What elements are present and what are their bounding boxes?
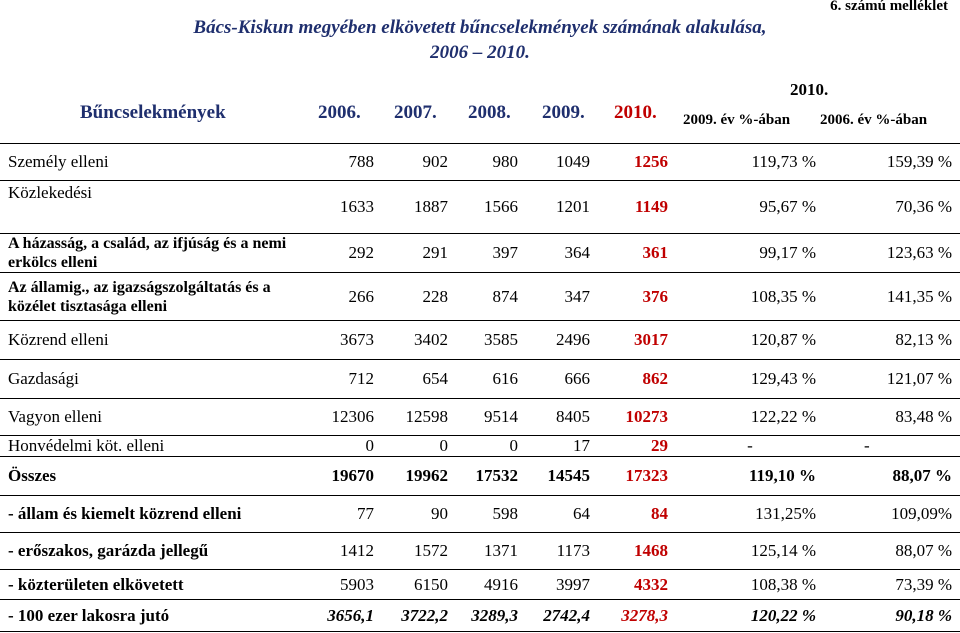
header-group-2010: 2010. [790, 80, 829, 99]
pct-2009: - [676, 436, 824, 457]
table-row [0, 144, 960, 181]
value-2009: 666 [526, 360, 598, 399]
value-2008: 598 [456, 496, 526, 533]
pct-2006: 88,07 % [824, 457, 960, 496]
value-2006: 0 [312, 436, 382, 457]
pct-2009: 129,43 % [676, 360, 824, 399]
value-2008: 616 [456, 360, 526, 399]
pct-2009: 108,38 % [676, 570, 824, 600]
pct-2006: 159,39 % [824, 144, 960, 181]
table-row [0, 321, 960, 360]
row-label: Az államig., az igazságszolgáltatás és a közélet tisztasága elleni [0, 273, 312, 321]
value-2010: 1149 [598, 181, 676, 234]
value-2010: 1468 [598, 533, 676, 570]
crime-table [0, 143, 960, 632]
pct-2006: 70,36 % [824, 181, 960, 234]
table-row [0, 360, 960, 399]
value-2008: 980 [456, 144, 526, 181]
value-2009: 1049 [526, 144, 598, 181]
value-2006: 3656,1 [312, 600, 382, 632]
value-2006: 12306 [312, 399, 382, 436]
value-2007: 1887 [382, 181, 456, 234]
pct-2006: 82,13 % [824, 321, 960, 360]
value-2010: 3278,3 [598, 600, 676, 632]
header-pct-2009: 2009. év %-ában [683, 112, 791, 128]
value-2007: 6150 [382, 570, 456, 600]
value-2006: 3673 [312, 321, 382, 360]
pct-2009: 122,22 % [676, 399, 824, 436]
row-label: - állam és kiemelt közrend elleni [0, 496, 312, 533]
value-2010: 29 [598, 436, 676, 457]
pct-2006: 73,39 % [824, 570, 960, 600]
value-2007: 12598 [382, 399, 456, 436]
value-2007: 1572 [382, 533, 456, 570]
value-2006: 712 [312, 360, 382, 399]
value-2006: 5903 [312, 570, 382, 600]
pct-2009: 119,10 % [676, 457, 824, 496]
value-2007: 90 [382, 496, 456, 533]
value-2009: 2742,4 [526, 600, 598, 632]
page-title-years: 2006 – 2010. [430, 42, 530, 63]
row-label: Közlekedési [0, 181, 312, 234]
value-2006: 77 [312, 496, 382, 533]
value-2008: 874 [456, 273, 526, 321]
value-2006: 292 [312, 234, 382, 273]
row-label: Gazdasági [0, 360, 312, 399]
table-row [0, 436, 960, 457]
table-row [0, 457, 960, 496]
value-2010: 10273 [598, 399, 676, 436]
value-2007: 228 [382, 273, 456, 321]
value-2010: 3017 [598, 321, 676, 360]
pct-2009: 131,25% [676, 496, 824, 533]
table-row [0, 234, 960, 273]
pct-2009: 99,17 % [676, 234, 824, 273]
pct-2009: 120,22 % [676, 600, 824, 632]
value-2009: 14545 [526, 457, 598, 496]
value-2010: 4332 [598, 570, 676, 600]
value-2010: 84 [598, 496, 676, 533]
pct-2009: 95,67 % [676, 181, 824, 234]
value-2009: 1173 [526, 533, 598, 570]
value-2009: 1201 [526, 181, 598, 234]
table-row [0, 600, 960, 632]
table-row [0, 496, 960, 533]
row-label: - közterületen elkövetett [0, 570, 312, 600]
value-2007: 19962 [382, 457, 456, 496]
value-2006: 266 [312, 273, 382, 321]
pct-2006: 121,07 % [824, 360, 960, 399]
value-2006: 788 [312, 144, 382, 181]
row-label: - erőszakos, garázda jellegű [0, 533, 312, 570]
header-year-2008: 2008. [468, 102, 511, 123]
value-2010: 862 [598, 360, 676, 399]
pct-2006: 141,35 % [824, 273, 960, 321]
row-label: A házasság, a család, az ifjúság és a nemi erkölcs elleni [0, 234, 312, 273]
value-2010: 361 [598, 234, 676, 273]
pct-2006: 109,09% [824, 496, 960, 533]
table-row [0, 399, 960, 436]
table-row [0, 533, 960, 570]
row-label: Honvédelmi köt. elleni [0, 436, 312, 457]
value-2009: 3997 [526, 570, 598, 600]
header-pct-2006: 2006. év %-ában [820, 112, 928, 128]
pct-2009: 108,35 % [676, 273, 824, 321]
value-2008: 1371 [456, 533, 526, 570]
page-title: Bács-Kiskun megyében elkövetett bűncselekmények számának alakulása, [193, 17, 767, 38]
pct-2006: 83,48 % [824, 399, 960, 436]
table-row [0, 570, 960, 600]
value-2008: 0 [456, 436, 526, 457]
pct-2006: 88,07 % [824, 533, 960, 570]
value-2007: 654 [382, 360, 456, 399]
value-2008: 1566 [456, 181, 526, 234]
pct-2006: 123,63 % [824, 234, 960, 273]
value-2010: 1256 [598, 144, 676, 181]
value-2007: 902 [382, 144, 456, 181]
row-label: Közrend elleni [0, 321, 312, 360]
header-year-2006: 2006. [318, 102, 361, 123]
annex-label: 6. számú melléklet [830, 0, 948, 14]
pct-2009: 119,73 % [676, 144, 824, 181]
value-2009: 2496 [526, 321, 598, 360]
table-row [0, 273, 960, 321]
row-label: Összes [0, 457, 312, 496]
value-2006: 19670 [312, 457, 382, 496]
value-2007: 3722,2 [382, 600, 456, 632]
value-2008: 3585 [456, 321, 526, 360]
pct-2009: 125,14 % [676, 533, 824, 570]
header-year-2007: 2007. [394, 102, 437, 123]
value-2009: 8405 [526, 399, 598, 436]
row-label: Személy elleni [0, 144, 312, 181]
value-2008: 17532 [456, 457, 526, 496]
value-2006: 1412 [312, 533, 382, 570]
value-2008: 9514 [456, 399, 526, 436]
value-2009: 347 [526, 273, 598, 321]
pct-2006: - [824, 436, 960, 457]
value-2008: 4916 [456, 570, 526, 600]
value-2006: 1633 [312, 181, 382, 234]
value-2007: 0 [382, 436, 456, 457]
value-2007: 291 [382, 234, 456, 273]
pct-2009: 120,87 % [676, 321, 824, 360]
value-2010: 376 [598, 273, 676, 321]
value-2009: 17 [526, 436, 598, 457]
header-year-2009: 2009. [542, 102, 585, 123]
value-2008: 397 [456, 234, 526, 273]
table-row [0, 181, 960, 234]
value-2010: 17323 [598, 457, 676, 496]
header-crimes: Bűncselekmények [80, 102, 226, 123]
value-2009: 64 [526, 496, 598, 533]
row-label: - 100 ezer lakosra jutó [0, 600, 312, 632]
value-2007: 3402 [382, 321, 456, 360]
value-2009: 364 [526, 234, 598, 273]
header-year-2010: 2010. [614, 102, 657, 123]
row-label: Vagyon elleni [0, 399, 312, 436]
value-2008: 3289,3 [456, 600, 526, 632]
pct-2006: 90,18 % [824, 600, 960, 632]
